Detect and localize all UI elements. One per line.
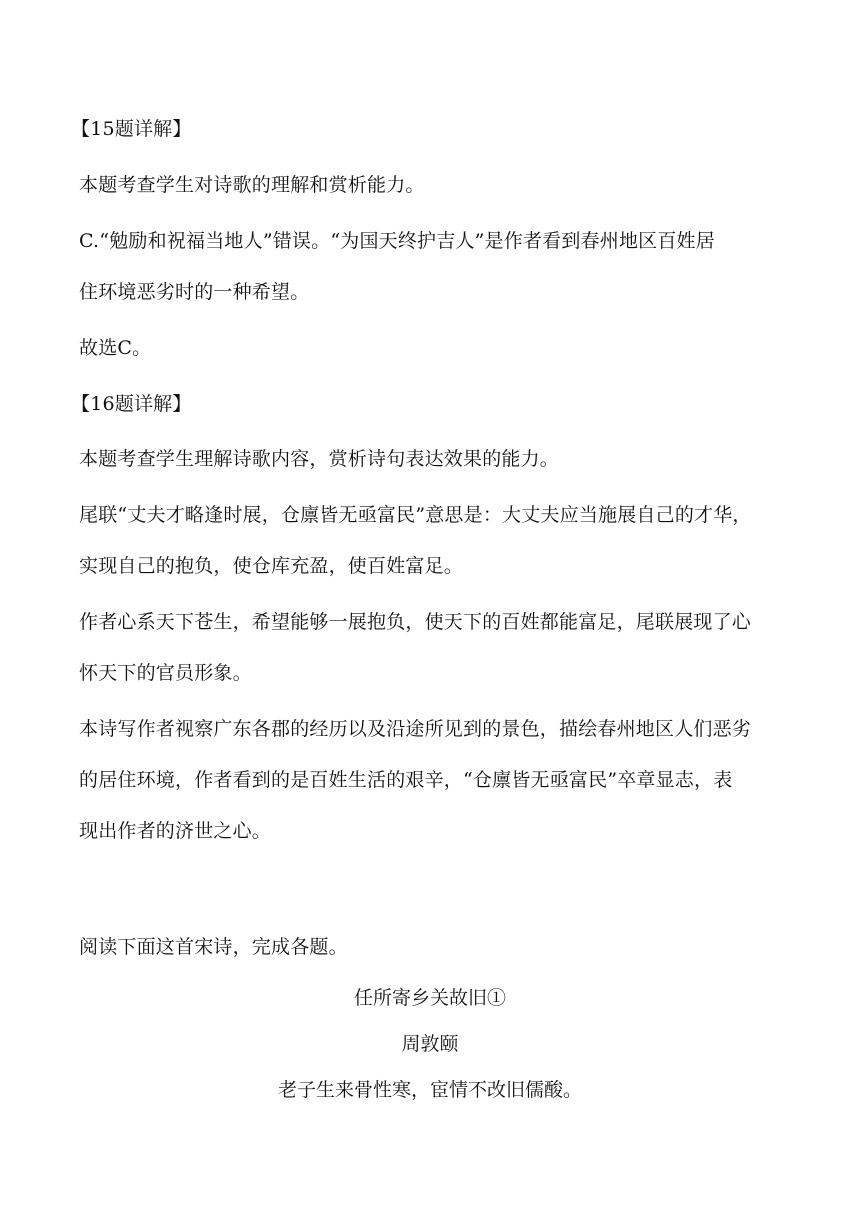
q16-para2-line-2: 怀天下的官员形象。 [79, 662, 252, 684]
poem-author: 周敦颐 [401, 1033, 459, 1055]
q15-analysis-line-1: C.“勉励和祝福当地人”错误。“为国天终护吉人”是作者看到春州地区百姓居 [79, 230, 715, 252]
q16-para3-line-2: 的居住环境，作者看到的是百姓生活的艰辛，“仓廪皆无亟富民”卒章显志，表 [79, 769, 733, 791]
q15-intro: 本题考查学生对诗歌的理解和赏析能力。 [79, 174, 425, 196]
q16-para1-line-1: 尾联“丈夫才略逢时展，仓廪皆无亟富民”意思是：大丈夫应当施展自己的才华， [79, 504, 752, 526]
q16-intro: 本题考查学生理解诗歌内容，赏析诗句表达效果的能力。 [79, 448, 560, 470]
q16-para3-line-3: 现出作者的济世之心。 [79, 820, 272, 842]
q15-answer: 故选C。 [79, 337, 152, 359]
poem-title: 任所寄乡关故旧① [353, 987, 506, 1009]
q16-para3-line-1: 本诗写作者视察广东各郡的经历以及沿途所见到的景色，描绘春州地区人们恶劣 [79, 718, 752, 740]
q16-para2-line-1: 作者心系天下苍生，希望能够一展抱负，使天下的百姓都能富足，尾联展现了心 [79, 611, 752, 633]
q16-heading: 【16题详解】 [71, 393, 192, 415]
reading-instruction: 阅读下面这首宋诗，完成各题。 [79, 936, 348, 958]
q16-para1-line-2: 实现自己的抱负，使仓库充盈，使百姓富足。 [79, 555, 464, 577]
q15-analysis-line-2: 住环境恶劣时的一种希望。 [79, 281, 310, 303]
q15-heading: 【15题详解】 [71, 118, 192, 140]
poem-line-1: 老子生来骨性寒，宦情不改旧儒酸。 [277, 1079, 582, 1101]
